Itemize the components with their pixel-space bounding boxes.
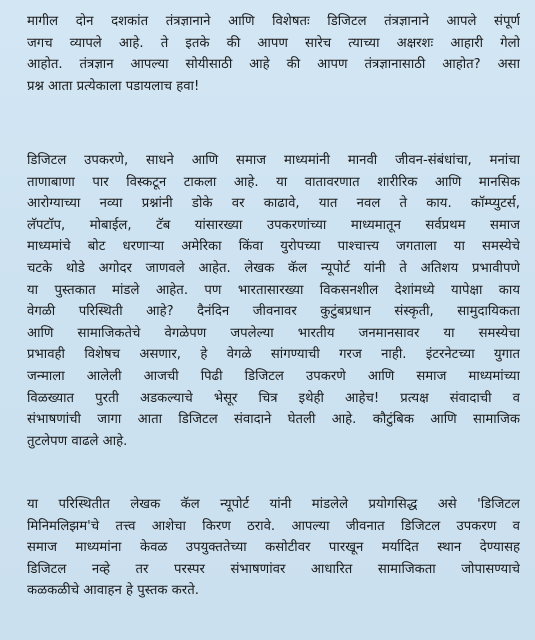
text-line: आणि सामाजिकतेचे वेगळेपण जपलेल्या भारतीय जनमानसावर या समस्येचा [27, 325, 520, 341]
text-line: प्रभावही विशेषच असणार, हे वेगळे सांगण्याची गरज नाही. इंटरनेटच्या युगात [27, 347, 520, 363]
text-line: आरोग्याच्या नव्या प्रश्नांनी डोके वर काढावे, यात नवल ते काय. कॉम्प्युटर्स, [27, 196, 520, 212]
text-line: कळकळीचे आवाहन हे पुस्तक करते. [27, 583, 199, 599]
text-line: आहोत. तंत्रज्ञान आपल्या सोयीसाठी आहे की आपण तंत्रज्ञानासाठी आहोत? असा [27, 57, 520, 73]
text-line: ताणाबाणा पार विस्कटून टाकला आहे. या वातावरणात शारीरिक आणि मानसिक [27, 174, 520, 190]
text-line: डिजिटल उपकरणे, साधने आणि समाज माध्यमांनी मानवी जीवन-संबंधांचा, मनांचा [27, 153, 520, 168]
paragraph-conclusion [27, 494, 520, 602]
text-line: वेगळी परिस्थिती आहे? दैनंदिन जीवनावर कुटुंबप्रधान संस्कृती, सामुदायिकता [27, 304, 520, 320]
text-line: या परिस्थितीत लेखक कॅल न्यूपोर्ट यांनी मांडलेले प्रयोगसिद्ध असे 'डिजिटल [27, 497, 520, 512]
text-line: जन्माला आलेली आजची पिढी डिजिटल उपकरणे आणि समाज माध्यमांच्या [27, 368, 520, 384]
text-line: संभाषणांची जागा आता डिजिटल संवादाने घेतली आहे. कौटुंबिक आणि सामाजिक [27, 412, 520, 428]
paragraph-intro [27, 11, 520, 97]
text-line: लॅपटॉप, मोबाईल, टॅब यांसारख्या उपकरणांच्या माध्यमातून सर्वप्रथम समाज [27, 217, 520, 233]
text-line: मिनिमलिझम'चे तत्त्व आशेचा किरण ठरावे. आपल्या जीवनात डिजिटल उपकरण व [27, 518, 520, 534]
text-line: डिजिटल नव्हे तर परस्पर संभाषणांवर आधारित सामाजिकता जोपासण्याचे [27, 561, 520, 577]
text-line: प्रश्न आता प्रत्येकाला पडायलाच हवा! [27, 78, 200, 94]
text-line: या पुस्तकात मांडले आहेत. पण भारतासारख्या विकसनशील देशांमध्ये यापेक्षा काय [27, 282, 520, 298]
text-line: विळख्यात पुरती अडकल्याचे भेसूर चित्र इथेही आहेच! प्रत्यक्ष संवादाची व [27, 390, 520, 406]
text-line: मागील दोन दशकांत तंत्रज्ञानाने आणि विशेषतः डिजिटल तंत्रज्ञानाने आपले संपूर्ण [27, 14, 520, 29]
text-line: चटके थोडे अगोदर जाणवले आहेत. लेखक कॅल न्यूपोर्ट यांनी ते अतिशय प्रभावीपणे [27, 260, 520, 276]
text-line: माध्यमांचे बोट धरणाऱ्या अमेरिका किंवा युरोपच्या पाश्चात्त्य जगताला या समस्येचे [27, 239, 520, 255]
paragraph-body [27, 150, 520, 452]
text-line: समाज माध्यमांना केवळ उपयुक्ततेच्या कसोटीवर पारखून मर्यादित स्थान देण्यासह [27, 540, 520, 556]
text-line: तुटलेपण वाढले आहे. [27, 433, 128, 449]
text-line: जगच व्यापले आहे. ते इतके की आपण सारेच त्याच्या अक्षरशः आहारी गेलो [27, 35, 520, 51]
